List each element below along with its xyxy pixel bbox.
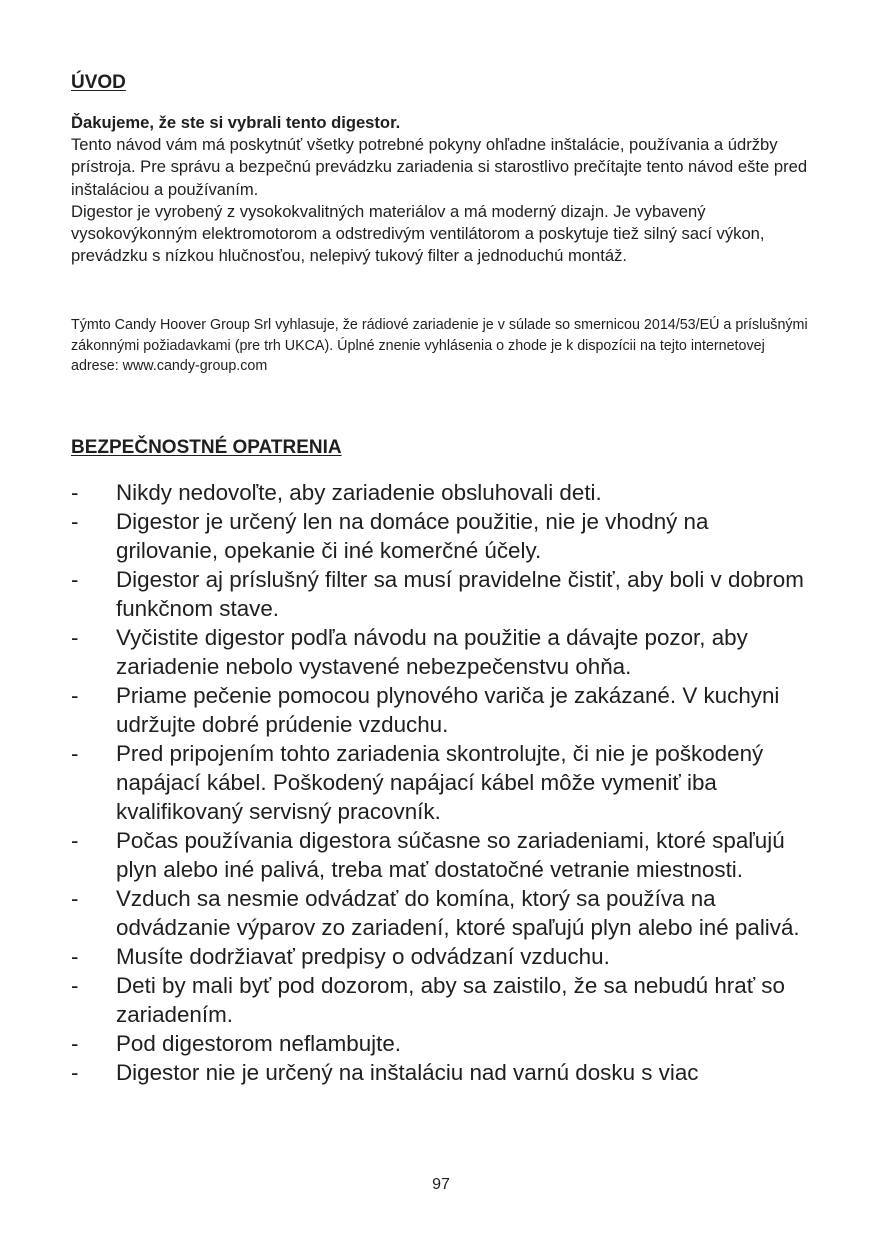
intro-lead: Ďakujeme, že ste si vybrali tento digestor. (71, 113, 401, 132)
safety-item (71, 1029, 811, 1058)
safety-item-text: Digestor nie je určený na inštaláciu nad varnú dosku s viac (116, 1060, 699, 1085)
bullet-dash: - (71, 1060, 79, 1085)
safety-item (71, 507, 811, 565)
intro-heading: ÚVOD (71, 72, 126, 93)
safety-list (71, 478, 811, 1087)
safety-item-text: Musíte dodržiavať predpisy o odvádzaní vzduchu. (116, 944, 610, 969)
bullet-dash: - (71, 973, 79, 998)
safety-item (71, 942, 811, 971)
bullet-dash: - (71, 683, 79, 708)
bullet-dash: - (71, 944, 79, 969)
safety-item (71, 1058, 811, 1087)
safety-item-text: Pred pripojením tohto zariadenia skontrolujte, či nie je poškodený napájací kábel. Poškodený napájací kábel môže vymeniť iba kvalifikovaný servisný pracovník. (116, 741, 764, 824)
bullet-dash: - (71, 741, 79, 766)
intro-paragraph: Tento návod vám má poskytnúť všetky potrebné pokyny ohľadne inštalácie, používania a údržby prístroja. Pre správu a bezpečnú prevádzku zariadenia si starostlivo prečítajte tento návod ešte pred inštaláciou a používaním. (71, 135, 808, 199)
safety-item-text: Nikdy nedovoľte, aby zariadenie obsluhovali deti. (116, 480, 602, 505)
bullet-dash: - (71, 625, 79, 650)
safety-item-text: Deti by mali byť pod dozorom, aby sa zaistilo, že sa nebudú hrať so zariadením. (116, 973, 785, 1027)
safety-item-text: Digestor je určený len na domáce použitie, nie je vhodný na grilovanie, opekanie či iné komerčné účely. (116, 509, 709, 563)
safety-item-text: Počas používania digestora súčasne so zariadeniami, ktoré spaľujú plyn alebo iné palivá, treba mať dostatočné vetranie miestnosti. (116, 828, 785, 882)
bullet-dash: - (71, 1031, 79, 1056)
bullet-dash: - (71, 509, 79, 534)
safety-item-text: Digestor aj príslušný filter sa musí pravidelne čistiť, aby boli v dobrom funkčnom stave. (116, 567, 804, 621)
safety-item-text: Vzduch sa nesmie odvádzať do komína, ktorý sa používa na odvádzanie výparov zo zariadení, ktoré spaľujú plyn alebo iné palivá. (116, 886, 800, 940)
safety-item-text: Vyčistite digestor podľa návodu na použitie a dávajte pozor, aby zariadenie nebolo vystavené nebezpečenstvu ohňa. (116, 625, 748, 679)
safety-item (71, 565, 811, 623)
safety-item-text: Priame pečenie pomocou plynového variča je zakázané. V kuchyni udržujte dobré prúdenie vzduchu. (116, 683, 780, 737)
safety-item (71, 971, 811, 1029)
safety-item (71, 826, 811, 884)
declaration-of-conformity: Týmto Candy Hoover Group Srl vyhlasuje, že rádiové zariadenie je v súlade so smernicou 2014/53/EÚ a príslušnými zákonnými požiadavkami (pre trh UKCA). Úplné znenie vyhlásenia o zhode je k dispozícii na tejto internetovej adrese: www.candy-group.com (71, 317, 808, 374)
bullet-dash: - (71, 828, 79, 853)
safety-item (71, 884, 811, 942)
bullet-dash: - (71, 480, 79, 505)
bullet-dash: - (71, 567, 79, 592)
safety-item (71, 478, 811, 507)
intro-paragraph-2: Digestor je vyrobený z vysokokvalitných materiálov a má moderný dizajn. Je vybavený vysokovýkonným elektromotorom a odstredivým ventilátorom a poskytuje tiež silný sací výkon, prevádzku s nízkou hlučnosťou, nelepivý tukový filter a jednoduchú montáž. (71, 201, 765, 266)
safety-item (71, 681, 811, 739)
page-number: 97 (432, 1176, 450, 1193)
safety-heading: BEZPEČNOSTNÉ OPATRENIA (71, 437, 342, 458)
safety-item-text: Pod digestorom neflambujte. (116, 1031, 402, 1056)
bullet-dash: - (71, 886, 79, 911)
safety-item (71, 623, 811, 681)
safety-item (71, 739, 811, 826)
intro-section (71, 112, 811, 267)
